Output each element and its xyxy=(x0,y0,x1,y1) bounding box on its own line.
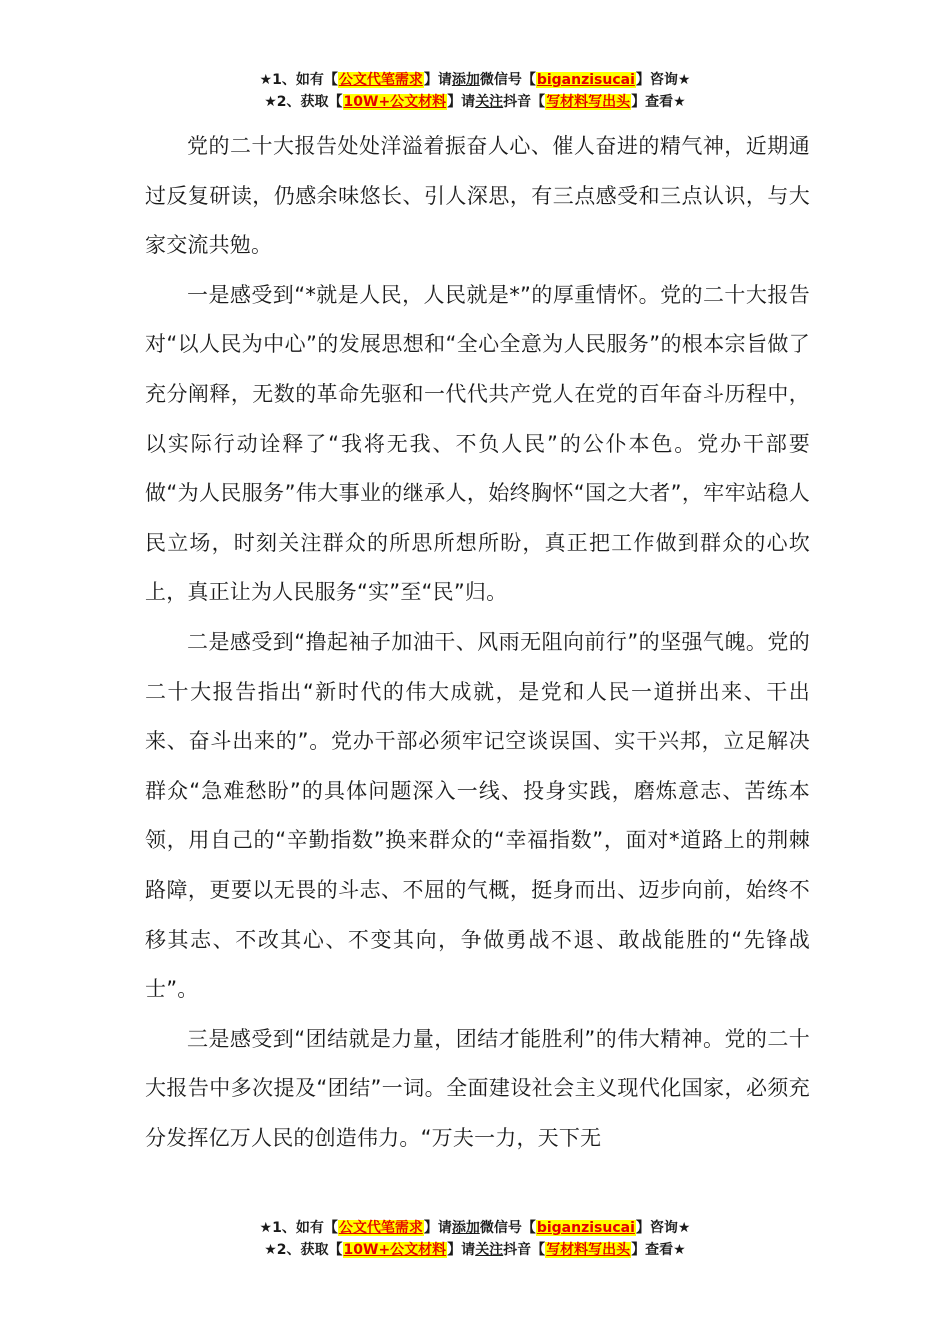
highlight-materials: 10W+公文材料 xyxy=(343,1242,447,1258)
banner-line-1: ★1、如有【公文代笔需求】请添加微信号【biganzisucai】咨询★ xyxy=(259,72,691,88)
highlight-materials: 10W+公文材料 xyxy=(343,94,447,110)
paragraph-third-point: 三是感受到“团结就是力量，团结才能胜利”的伟大精神。党的二十大报告中多次提及“团结”一词。全面建设社会主义现代化国家，必须充分发挥亿万人民的创造伟力。“万夫一力，天下无 xyxy=(145,1026,810,1150)
document-body xyxy=(145,122,810,1163)
paragraph-first-point: 一是感受到“*就是人民，人民就是*”的厚重情怀。党的二十大报告对“以人民为中心”的发展思想和“全心全意为人民服务”的根本宗旨做了充分阐释，无数的革命先驱和一代代共产党人在党的百年奋斗历程中，以实际行动诠释了“我将无我、不负人民”的公仆本色。党办干部要做“为人民服务”伟大事业的继承人，始终胸怀“国之大者”，牢牢站稳人民立场，时刻关注群众的所思所想所盼，真正把工作做到群众的心坎上，真正让为人民服务“实”至“民”归。 xyxy=(145,282,810,605)
paragraph-second-point: 二是感受到“撸起袖子加油干、风雨无阻向前行”的坚强气魄。党的二十大报告指出“新时代的伟大成就，是党和人民一道拼出来、干出来、奋斗出来的”。党办干部必须牢记空谈误国、实干兴邦，立足解决群众“急难愁盼”的具体问题深入一线、投身实践，磨炼意志、苦练本领，用自己的“辛勤指数”换来群众的“幸福指数”，面对*道路上的荆棘路障，更要以无畏的斗志、不屈的气概，挺身而出、迈步向前，始终不移其志、不改其心、不变其向，争做勇战不退、敢战能胜的“先锋战士”。 xyxy=(145,629,810,1002)
footer-banner xyxy=(0,1217,950,1261)
paragraph-intro: 党的二十大报告处处洋溢着振奋人心、催人奋进的精气神，近期通过反复研读，仍感余味悠长、引人深思，有三点感受和三点认识，与大家交流共勉。 xyxy=(145,134,810,258)
banner-line-2: ★2、获取【10W+公文材料】请关注抖音【写材料写出头】查看★ xyxy=(264,94,686,110)
highlight-service: 公文代笔需求 xyxy=(338,72,423,88)
banner-line-1: ★1、如有【公文代笔需求】请添加微信号【biganzisucai】咨询★ xyxy=(259,1220,691,1236)
highlight-wechat-id: biganzisucai xyxy=(536,72,635,88)
highlight-wechat-id: biganzisucai xyxy=(536,1220,635,1236)
highlight-douyin-id: 写材料写出头 xyxy=(546,1242,631,1258)
banner-line-2: ★2、获取【10W+公文材料】请关注抖音【写材料写出头】查看★ xyxy=(264,1242,686,1258)
header-banner xyxy=(0,69,950,113)
highlight-service: 公文代笔需求 xyxy=(338,1220,423,1236)
highlight-douyin-id: 写材料写出头 xyxy=(546,94,631,110)
